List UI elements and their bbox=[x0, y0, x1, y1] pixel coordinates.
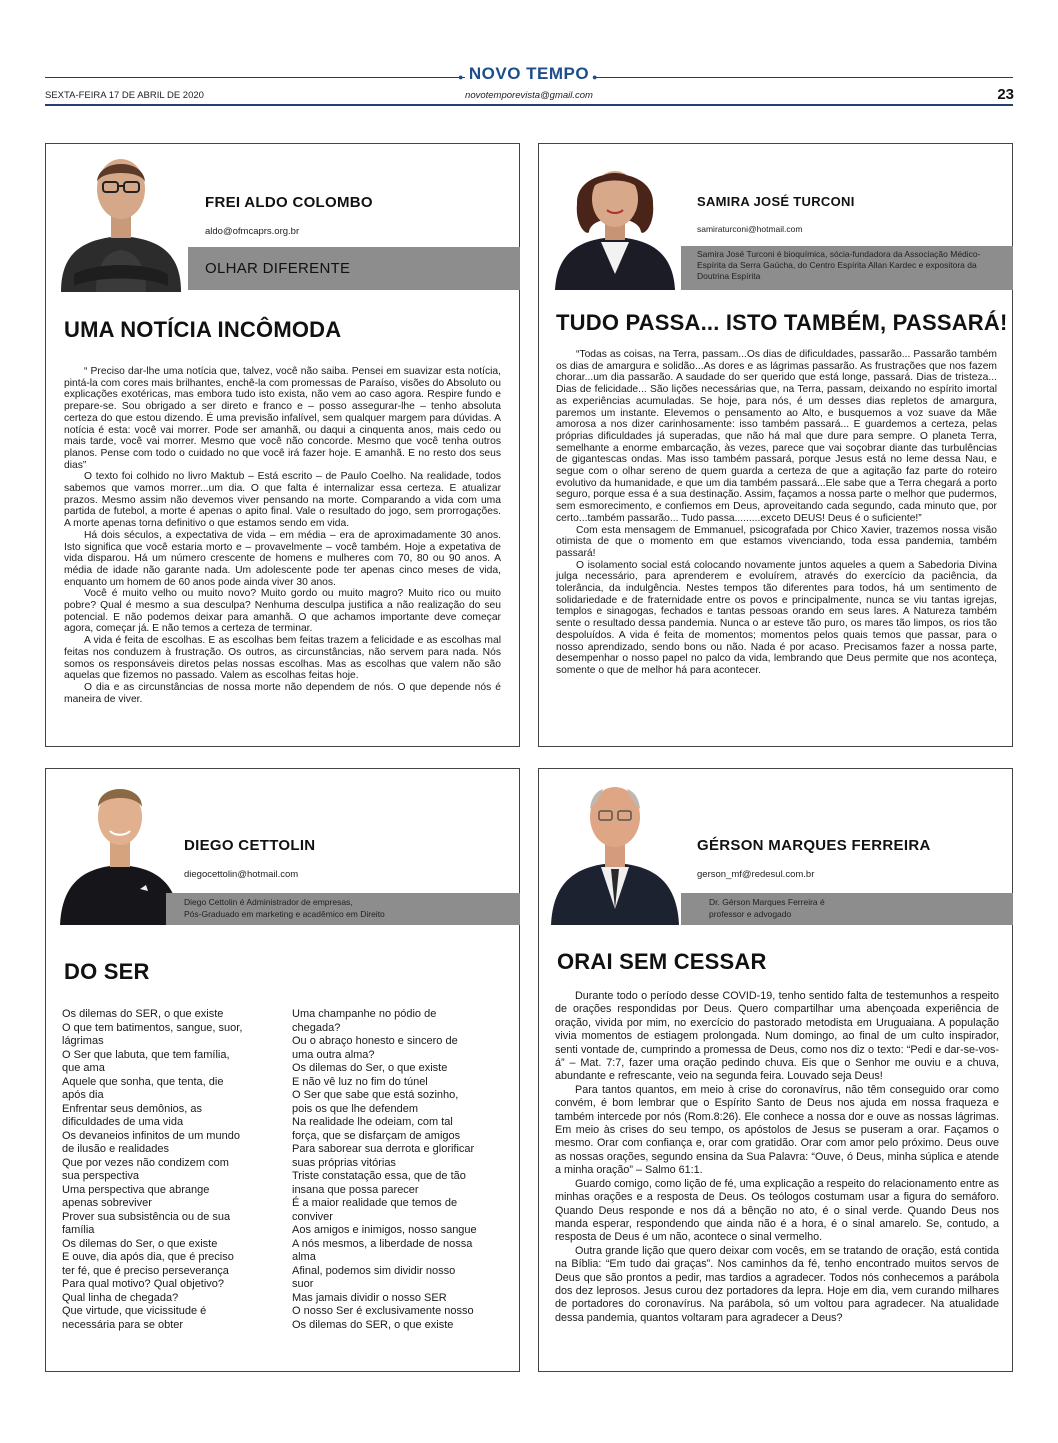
header-dots-right: ● bbox=[592, 72, 598, 82]
paragraph: Com esta mensagem de Emmanuel, psicografada por Chico Xavier, trazemos nossa visão otimista de que o momento em que estamos vivenciando, toda essa pandemia, também passará! bbox=[556, 524, 997, 559]
poem-line: Afinal, podemos sim dividir nosso bbox=[292, 1264, 456, 1277]
publication-name: NOVO TEMPO bbox=[468, 64, 590, 83]
poem-line: Aos amigos e inimigos, nosso sangue bbox=[292, 1224, 477, 1236]
poem-line: Triste constatação essa, que de tão bbox=[292, 1170, 466, 1182]
author-name: DIEGO CETTOLIN bbox=[184, 837, 316, 854]
poem-line: Os dilemas do SER, o que existe bbox=[292, 1318, 454, 1331]
author-bio-line2: professor e advogado bbox=[709, 909, 792, 919]
author-bio-line1: Diego Cettolin é Administrador de empresas, bbox=[184, 897, 353, 907]
poem-line: Os dilemas do SER, o que existe bbox=[62, 1008, 224, 1020]
article-title: UMA NOTÍCIA INCÔMODA bbox=[64, 317, 342, 342]
paragraph: O isolamento social está colocando novamente juntos aqueles a quem a Sabedoria Divina julga necessário, para aprenderem e evoluírem, através do exercício da paciência, da tolerância, da indulgência. Nestes tempos tão diferentes para todos, há um sentimento de solidariedade e de fraternidade entre os povos e principalmente, nunca se viu tantas igrejas, templos e sinagogas, fechados e tantas pessoas orando em seus lares. A Natureza também sente o resultado dessa pandemia. Nunca o ar esteve tão puro, os mares tão limpos, os rios tão despoluídos. A vida é feita de momentos; momentos pelos quais temos que passar, para o nosso aprendizado, sendo bons ou não. Nada é por acaso. Precisamos fazer a nossa parte, desempenhar o nosso papel no palco da vida, lembrando que Deus permite que nos aconteça, somente o que de melhor há para acontecer. bbox=[556, 559, 997, 676]
article-card-diego bbox=[45, 768, 520, 1372]
poem-line: de ilusão e realidades bbox=[62, 1143, 170, 1155]
poem-line: chegada? bbox=[292, 1021, 341, 1034]
header-bottom-rule bbox=[45, 104, 1013, 106]
poem-line: Na realidade lhe odeiam, com tal bbox=[292, 1116, 453, 1128]
article-title: DO SER bbox=[64, 959, 150, 984]
poem-line: Enfrentar seus demônios, as bbox=[62, 1102, 203, 1115]
article-card-samira bbox=[538, 143, 1013, 747]
poem-line: lágrimas bbox=[62, 1035, 104, 1047]
poem-line: pois os que lhe defendem bbox=[292, 1102, 418, 1115]
article-title: TUDO PASSA... ISTO TAMBÉM, PASSARÁ! bbox=[556, 310, 1008, 335]
poem-line: O Ser que labuta, que tem família, bbox=[62, 1048, 230, 1061]
poem-line: sua perspectiva bbox=[62, 1170, 140, 1182]
header-dots-left: ● bbox=[458, 72, 464, 82]
author-name: SAMIRA JOSÉ TURCONI bbox=[697, 194, 855, 209]
poem-line: Mas jamais dividir o nosso SER bbox=[292, 1291, 447, 1304]
poem-line: É a maior realidade que temos de bbox=[292, 1197, 458, 1209]
poem-line: Aquele que sonha, que tenta, die bbox=[62, 1075, 224, 1088]
poem-line: Os dilemas do Ser, o que existe bbox=[292, 1062, 448, 1074]
poem-line: Qual linha de chegada? bbox=[62, 1291, 179, 1304]
author-bio-line1: Dr. Gérson Marques Ferreira é bbox=[709, 897, 825, 907]
author-name: GÉRSON MARQUES FERREIRA bbox=[697, 837, 931, 854]
poem-line: Para saborear sua derrota e glorificar bbox=[292, 1143, 475, 1155]
paragraph: “ Preciso dar-lhe uma notícia que, talvez, você não saiba. Pensei em suavizar esta notícia, pintá-la com cores mais brilhantes, enchê-la com promessas de Paraíso, visões do Absoluto ou explicações exotéricas, mas embora tudo isto exista, não vem ao caso agora. Respire fundo e prepare-se. Sou obrigado a ser direto e franco e – posso assegurar-lhe – tenho absoluta certeza do que estou dizendo. É uma previsão infalível, sem qualquer margem para dúvidas. A notícia é esta: você vai morrer. Pode ser amanhã, ou daqui a cinquenta anos, mais cedo ou mais tarde, você vai morrer. Mesmo que você não concorde. Mesmo que você tenha outros planos. Pense com todo o cuidado no que você irá fazer hoje. E amanhã. E no resto dos seus dias” bbox=[64, 366, 501, 471]
poem-line: Que virtude, que vicissitude é bbox=[62, 1305, 207, 1317]
author-email: samiraturconi@hotmail.com bbox=[697, 224, 803, 234]
article-card-aldo bbox=[45, 143, 520, 747]
author-photo bbox=[555, 144, 675, 290]
author-photo bbox=[56, 144, 186, 292]
author-bio: Samira José Turconi é bioquímica, sócia-fundadora da Associação Médico-Espírita da Serra Gaúcha, do Centro Espírita Allan Kardec e expositora da Doutrina Espírita bbox=[697, 249, 981, 281]
poem-line: apenas sobreviver bbox=[62, 1197, 152, 1209]
author-name: FREI ALDO COLOMBO bbox=[205, 194, 373, 211]
poem-line: suas próprias vitórias bbox=[292, 1156, 396, 1169]
paragraph: “Todas as coisas, na Terra, passam...Os dias de dificuldades, passarão... Passarão também os dias de amargura e solidão...As dores e as lágrimas passarão. As frustrações que nos fazem chorar...um dia passarão. A saudade do ser querido que está longe, passará. Dias de tristeza... Dias de felicidade... São lições necessárias que, na Terra, passam, deixando no espírito imortal as experiências acumuladas. Se hoje, para nós, é um desses dias repletos de amargura, paremos um instante. Elevemos o pensamento ao Alto, e busquemos a voz suave da Mãe amorosa a nos dizer carinhosamente: isso também passará... E guardemos a certeza, pelas próprias dificuldades já superadas, que não há mal que dure para sempre. O planeta Terra, semelhante a enorme embarcação, às vezes, parece que vai soçobrar diante das turbulências de gigantescas ondas. Mas isso também passará, porque Jesus está no leme dessa Nau, e segue com o olhar sereno de quem guarda a certeza de que a agitação faz parte do roteiro evolutivo da humanidade, e que um dia também passará...Ele sabe que a Terra chegará a porto seguro, porque essa é a sua destinação. Assim, façamos a nossa parte o melhor que pudermos, sem esmorecimento, e confiemos em Deus, aproveitando cada segundo, cada minuto que, por certo...também passarão... Tudo passa.........exceto DEUS! Deus é o suficiente!” bbox=[556, 349, 997, 524]
poem-line: O nosso Ser é exclusivamente nosso bbox=[292, 1305, 474, 1317]
poem-line: dificuldades de uma vida bbox=[62, 1116, 184, 1128]
poem-line: Os dilemas do Ser, o que existe bbox=[62, 1237, 218, 1250]
poem-line: E não vê luz no fim do túnel bbox=[292, 1075, 428, 1088]
poem-line: insana que possa parecer bbox=[292, 1183, 419, 1196]
poem-line: família bbox=[62, 1224, 95, 1236]
poem-line: Uma perspectiva que abrange bbox=[62, 1183, 210, 1196]
article-body bbox=[555, 990, 999, 1325]
poem-line: suor bbox=[292, 1278, 314, 1290]
author-email: gerson_mf@redesul.com.br bbox=[697, 869, 815, 880]
poem-line: após dia bbox=[62, 1089, 104, 1101]
author-email: aldo@ofmcaprs.org.br bbox=[205, 226, 300, 237]
poem-line: Que por vezes não condizem com bbox=[62, 1156, 229, 1169]
poem-line: força, que se disfarçam de amigos bbox=[292, 1129, 461, 1142]
paragraph: Durante todo o período desse COVID-19, tenho sentido falta de testemunhos a respeito de orações respondidas por Deus. Quero compartilhar uma abençoada experiência de oração, vivida por mim, no exercício do pastorado metodista em Uruguaiana. A população vivia momentos de estiagem prolongada. Num domingo, ao final de um culto inspirador, senti vontade de, cumprindo a promessa de Deus, como nos diz o texto: “Pedi e dar-se-vos-á” – Mat. 7:7, fazer uma oração pedindo chuva. Eis que o Senhor me ouviu e a chuva, abundante e refrescante, veio na segunda feira. Louvado seja Deus! bbox=[555, 990, 999, 1083]
poem-line: necessária para se obter bbox=[62, 1318, 184, 1331]
issue-date: SEXTA-FEIRA 17 DE ABRIL DE 2020 bbox=[45, 90, 204, 101]
poem-line: O Ser que sabe que está sozinho, bbox=[292, 1089, 459, 1101]
poem-line: Prover sua subsistência ou de sua bbox=[62, 1210, 231, 1223]
article-title: ORAI SEM CESSAR bbox=[557, 949, 767, 974]
paragraph: O texto foi colhido no livro Maktub – Está escrito – de Paulo Coelho. Na realidade, todos sabemos que vamos morrer...um dia. O que falta é internalizar essa certeza. E atualizar prazos. Mesmo assim não devemos viver pensando na morte. Comparando a vida com uma partida de futebol, a morte é apenas o apito final. Vale o resultado do jogo, sem prorrogações. A morte apenas torna definitivo o que estamos sendo em vida. bbox=[64, 471, 501, 530]
paragraph: Outra grande lição que quero deixar com vocês, em se tratando de oração, está contida na Bíblia: “Em tudo dai graças”. Nos caminhos da fé, tenho encontrado muitos servos de Deus que são prontos a pedir, mas tardios a agradecer. Todos nós conhecemos a parábola dos dez leprosos. Jesus curou dez portadores da lepra. Hoje em dia, vem curando milhares de portadores do coronavírus. Na parábola, só um voltou para agradecer. Na atualidade dessa pandemia, quantos voltaram para agradecer a Deus? bbox=[555, 1244, 999, 1324]
poem-left-column bbox=[62, 1008, 242, 1332]
author-photo bbox=[58, 769, 182, 925]
page-number: 23 bbox=[997, 86, 1014, 103]
poem-line: E ouve, dia após dia, que é preciso bbox=[62, 1251, 234, 1263]
paragraph: Há dois séculos, a expectativa de vida – em média – era de aproximadamente 30 anos. Isto significa que você estaria morto e – provavelmente – você também. Hoje a expetativa de vida disparou. Há um número crescente de homens e mulheres com 70, 80 ou 90 anos. A média de idade não garante nada. Um adolescente pode ter apenas cinco meses de vida, enquanto um homem de 60 anos pode ainda viver 30 anos. bbox=[64, 529, 501, 588]
poem-line: Ou o abraço honesto e sincero de bbox=[292, 1035, 458, 1047]
author-photo bbox=[551, 769, 679, 925]
poem-line: Para qual motivo? Qual objetivo? bbox=[62, 1278, 225, 1290]
article-body bbox=[556, 349, 997, 677]
poem-line: A nós mesmos, a liberdade de nossa bbox=[292, 1237, 473, 1250]
column-name: OLHAR DIFERENTE bbox=[205, 260, 351, 277]
paragraph: Para tantos quantos, em meio à crise do coronavírus, não têm conseguido orar como convém, é bom lembrar que o Espírito Santo de Deus nos ajuda em nossa fraqueza e também intercede por nós (Rom.8:26). Ele conhece a nossa dor e ouve as nossas lágrimas. Em meio às crises do seu tempo, os apóstolos de Jesus se puseram a orar. Façamos o mesmo. Orar com confiança e, orar com gratidão. Orar com amor pelo próximo. Deus ouve as nossas orações, segundo ensina da Sua Palavra: “Ouve, ó Deus, minha súplica e atende a minha oração” – Salmo 61:1. bbox=[555, 1083, 999, 1177]
article-card-gerson bbox=[538, 768, 1013, 1372]
paragraph: Guardo comigo, como lição de fé, uma explicação a respeito do relacionamento entre as minhas orações e a resposta de Deus. Os teólogos costumam usar a figura do semáforo. Quando Deus responde e nos dá a bênção no ato, é o sinal verde. Quando Deus nos manda esperar, respondendo que ainda não é a hora, é o sinal amarelo. Se, contudo, a resposta de Deus é um não, acontece o sinal vermelho. bbox=[555, 1177, 999, 1244]
publication-email: novotemporevista@gmail.com bbox=[465, 90, 593, 101]
poem-line: conviver bbox=[292, 1210, 333, 1223]
poem-line: uma outra alma? bbox=[292, 1048, 375, 1061]
paragraph: O dia e as circunstâncias de nossa morte não dependem de nós. O que depende nós é maneira de viver. bbox=[64, 681, 501, 705]
poem-line: ter fé, que é preciso perseverança bbox=[62, 1264, 229, 1277]
poem-line: Os devaneios infinitos de um mundo bbox=[62, 1129, 240, 1142]
paragraph: Você é muito velho ou muito novo? Muito gordo ou muito magro? Muito rico ou muito pobre? Qual é mesmo a sua desculpa? Nenhuma desculpa justifica a não realização do seu potencial. E não podemos deixar para amanhã. O que achamos importante deve começar agora, começar já. E não temos a certeza de terminar. bbox=[64, 588, 501, 635]
poem-line: que ama bbox=[62, 1062, 105, 1074]
paragraph: A vida é feita de escolhas. E as escolhas bem feitas trazem a felicidade e as escolhas mal feitas nos conduzem à frustração. Os outros, as circunstâncias, não servem para nada. Nós somos os responsáveis diretos pelas nossas escolhas. Mas as escolhas que valem não são aquelas que fizemos no passado. Valem as escolhas feitas hoje. bbox=[64, 635, 501, 682]
author-email: diegocettolin@hotmail.com bbox=[184, 869, 299, 880]
poem-line: Uma champanhe no pódio de bbox=[292, 1008, 437, 1020]
poem-line: O que tem batimentos, sangue, suor, bbox=[62, 1021, 243, 1034]
poem-line: alma bbox=[292, 1251, 316, 1263]
poem-right-column bbox=[292, 1008, 477, 1332]
article-body bbox=[64, 366, 501, 705]
author-bio-line2: Pós-Graduado em marketing e acadêmico em Direito bbox=[184, 909, 385, 919]
